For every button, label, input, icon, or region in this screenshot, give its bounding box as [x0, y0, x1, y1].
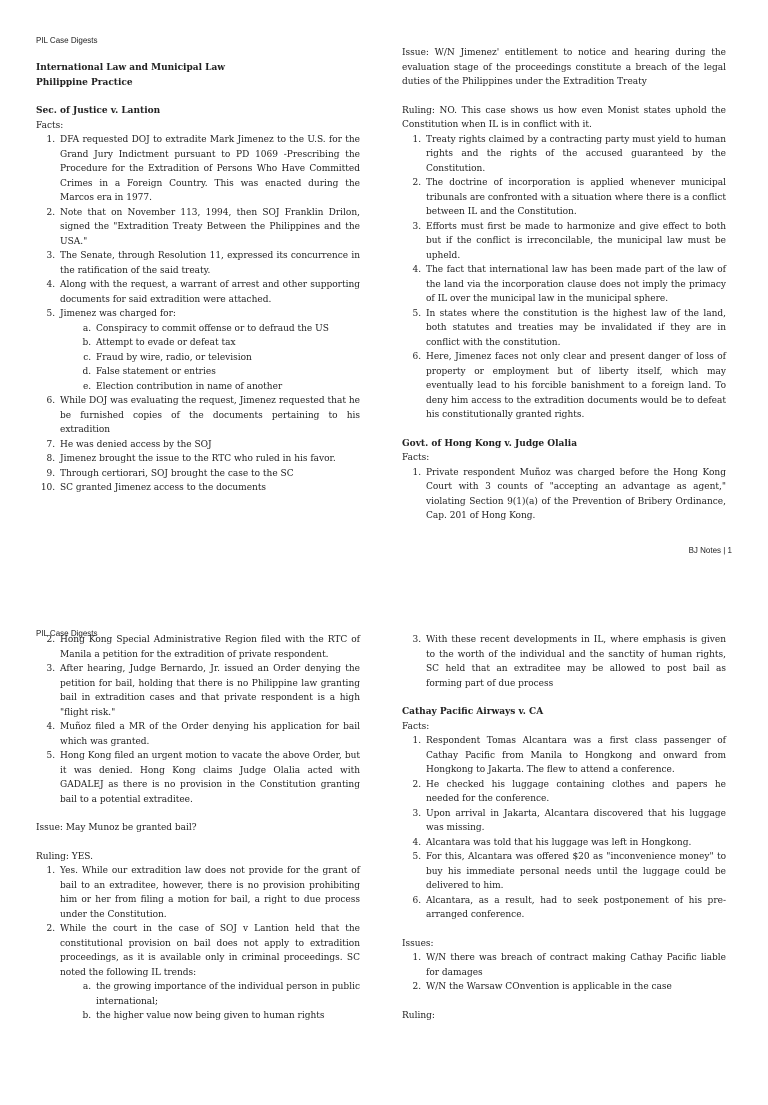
document-page-1: [0, 0, 768, 521]
facts-list: [402, 734, 726, 923]
list-item: 1. W/N there was breach of contract making Cathay Pacific liable for damages: [424, 951, 726, 980]
page-footer: BJ Notes | 1: [688, 546, 732, 555]
list-item: [58, 922, 360, 1024]
list-item: 1. Private respondent Muñoz was charged before the Hong Kong Court with 3 counts of "accepting an advantage as agent," violating Section 9(1)(a) of the Prevention of Bribery Ordinance, Cap. 201 of Hong Kong.: [424, 466, 726, 524]
list-item: 3. Efforts must first be made to harmonize and give effect to both but if the conflict is irreconcilable, the municipal law must be upheld.: [424, 220, 726, 264]
ruling-list-continued: [402, 633, 726, 691]
list-item-text: While the court in the case of SOJ v Lantion held that the constitutional provision on bail does not apply to extradition proceedings, as it is available only in criminal proceedings. SC noted the following IL trends:: [60, 924, 360, 978]
issue-paragraph: Issue: W/N Jimenez' entitlement to notice and hearing during the evaluation stage of the proceedings constitute a breach of the legal duties of the Philippines under the Extradition Treaty: [402, 48, 726, 87]
list-item: 1. DFA requested DOJ to extradite Mark Jimenez to the U.S. for the Grand Jury Indictment pursuant to PD 1069 -Prescribing the Procedure for the Extradition of Persons Who Have Committed Crimes in a Foreign Country. This was enacted during the Marcos era in 1977.: [58, 133, 360, 206]
charges-list: [60, 322, 360, 395]
case-title: Cathay Pacific Airways v. CA: [402, 707, 544, 717]
list-item: 5. In states where the constitution is the highest law of the land, both statutes and treaties may be invalidated if they are in conflict with the constitution.: [424, 307, 726, 351]
issues-list: [402, 951, 726, 995]
list-item: a. Conspiracy to commit offense or to defraud the US: [94, 322, 360, 337]
facts-list: [36, 133, 360, 496]
issue-paragraph: Issue: May Munoz be granted bail?: [36, 823, 197, 833]
list-item: 4. Along with the request, a warrant of arrest and other supporting documents for said extradition were attached.: [58, 278, 360, 307]
facts-label: Facts:: [402, 721, 430, 732]
list-item: 2. Hong Kong Special Administrative Region filed with the RTC of Manila a petition for the extradition of private respondent.: [58, 633, 360, 662]
list-item: 3. The Senate, through Resolution 11, expressed its concurrence in the ratification of the said treaty.: [58, 249, 360, 278]
list-item: 2. The doctrine of incorporation is applied whenever municipal tribunals are confronted with a situation where there is a conflict between IL and the Constitution.: [424, 176, 726, 220]
list-item: 4. Muñoz filed a MR of the Order denying his application for bail which was granted.: [58, 720, 360, 749]
ruling-list: [402, 133, 726, 423]
list-item: 2. W/N the Warsaw COnvention is applicable in the case: [424, 980, 726, 995]
list-item: d. False statement or entries: [94, 365, 360, 380]
list-item: 4. The fact that international law has been made part of the law of the land via the incorporation clause does not imply the primacy of IL over the municipal law in the municipal sphere.: [424, 263, 726, 307]
list-item-text: Jimenez was charged for:: [60, 309, 176, 319]
list-item: 1. Respondent Tomas Alcantara was a first class passenger of Cathay Pacific from Manila to Hongkong and onward from Hongkong to Jakarta. The flew to attend a conference.: [424, 734, 726, 778]
section-subtitle: Philippine Practice: [36, 77, 133, 88]
list-item: 3. After hearing, Judge Bernardo, Jr. issued an Order denying the petition for bail, holding that there is no Philippine law granting bail in extradition cases and that private respondent is a high "flight risk.": [58, 662, 360, 720]
list-item: 9. Through certiorari, SOJ brought the case to the SC: [58, 467, 360, 482]
facts-label: Facts:: [402, 453, 430, 463]
ruling-list: [36, 864, 360, 1024]
list-item: 2. He checked his luggage containing clothes and papers he needed for the conference.: [424, 778, 726, 807]
section-title: International Law and Municipal Law: [36, 63, 226, 73]
page2-left-column: [36, 633, 360, 1024]
page1-left-column: [36, 61, 360, 496]
list-item: 8. Jimenez brought the issue to the RTC who ruled in his favor.: [58, 452, 360, 467]
list-item: b. the higher value now being given to human rights: [94, 1009, 360, 1024]
list-item: 1. Treaty rights claimed by a contracting party must yield to human rights and the rights of the accused guaranteed by the Constitution.: [424, 133, 726, 177]
case-title: Govt. of Hong Kong v. Judge Olalia: [402, 438, 578, 449]
list-item: 5. For this, Alcantara was offered $20 as "inconvenience money" to buy his immediate personal needs until the luggage could be delivered to him.: [424, 850, 726, 894]
page-header: PIL Case Digests: [36, 36, 98, 45]
list-item: 6. Alcantara, as a result, had to seek postponement of his pre-arranged conference.: [424, 894, 726, 923]
list-item: 3. Upon arrival in Jakarta, Alcantara discovered that his luggage was missing.: [424, 807, 726, 836]
case-title: Sec. of Justice v. Lantion: [36, 106, 161, 116]
ruling-label: Ruling:: [402, 1010, 435, 1021]
list-item: 3. With these recent developments in IL, where emphasis is given to the worth of the individual and the sanctity of human rights, SC held that an extraditee may be allowed to post bail as forming part of due process: [424, 633, 726, 691]
list-item: 7. He was denied access by the SOJ: [58, 438, 360, 453]
page1-right-column: [402, 46, 726, 524]
list-item: 2. Note that on November 113, 1994, then SOJ Franklin Drilon, signed the "Extradition Treaty Between the Philippines and the USA.": [58, 206, 360, 250]
list-item: 5. Hong Kong filed an urgent motion to vacate the above Order, but it was denied. Hong Kong claims Judge Olalia acted with GADALEJ as there is no provision in the Constitution granting bail to a potential extraditee.: [58, 749, 360, 807]
list-item: a. the growing importance of the individual person in public international;: [94, 980, 360, 1009]
list-item: 6. Here, Jimenez faces not only clear and present danger of loss of property or employment but of liberty itself, which may eventually lead to his forcible banishment to a foreign land. To deny him access to the extradition documents would be to defeat his constitutionally granted rights.: [424, 350, 726, 423]
list-item: [58, 307, 360, 394]
document-page-2: [0, 593, 768, 1105]
page-header: PIL Case Digests: [36, 629, 98, 638]
trends-list: [60, 980, 360, 1024]
page-gap: [0, 558, 768, 593]
list-item: e. Election contribution in name of another: [94, 380, 360, 395]
list-item: c. Fraud by wire, radio, or television: [94, 351, 360, 366]
list-item: 10. SC granted Jimenez access to the documents: [58, 481, 360, 496]
ruling-paragraph: Ruling: NO. This case shows us how even Monist states uphold the Constitution when IL is in conflict with it.: [402, 105, 726, 130]
list-item: 4. Alcantara was told that his luggage was left in Hongkong.: [424, 836, 726, 851]
page2-right-column: [402, 633, 726, 1023]
ruling-paragraph: Ruling: YES.: [36, 851, 93, 862]
list-item: 1. Yes. While our extradition law does not provide for the grant of bail to an extraditee, however, there is no provision prohibiting him or her from filing a motion for bail, a right to due process under the Constitution.: [58, 864, 360, 922]
facts-list-continued: [36, 633, 360, 807]
list-item: b. Attempt to evade or defeat tax: [94, 336, 360, 351]
issues-label: Issues:: [402, 938, 434, 949]
list-item: 6. While DOJ was evaluating the request, Jimenez requested that he be furnished copies of the documents pertaining to his extradition: [58, 394, 360, 438]
facts-list: [402, 466, 726, 524]
facts-label: Facts:: [36, 120, 64, 131]
